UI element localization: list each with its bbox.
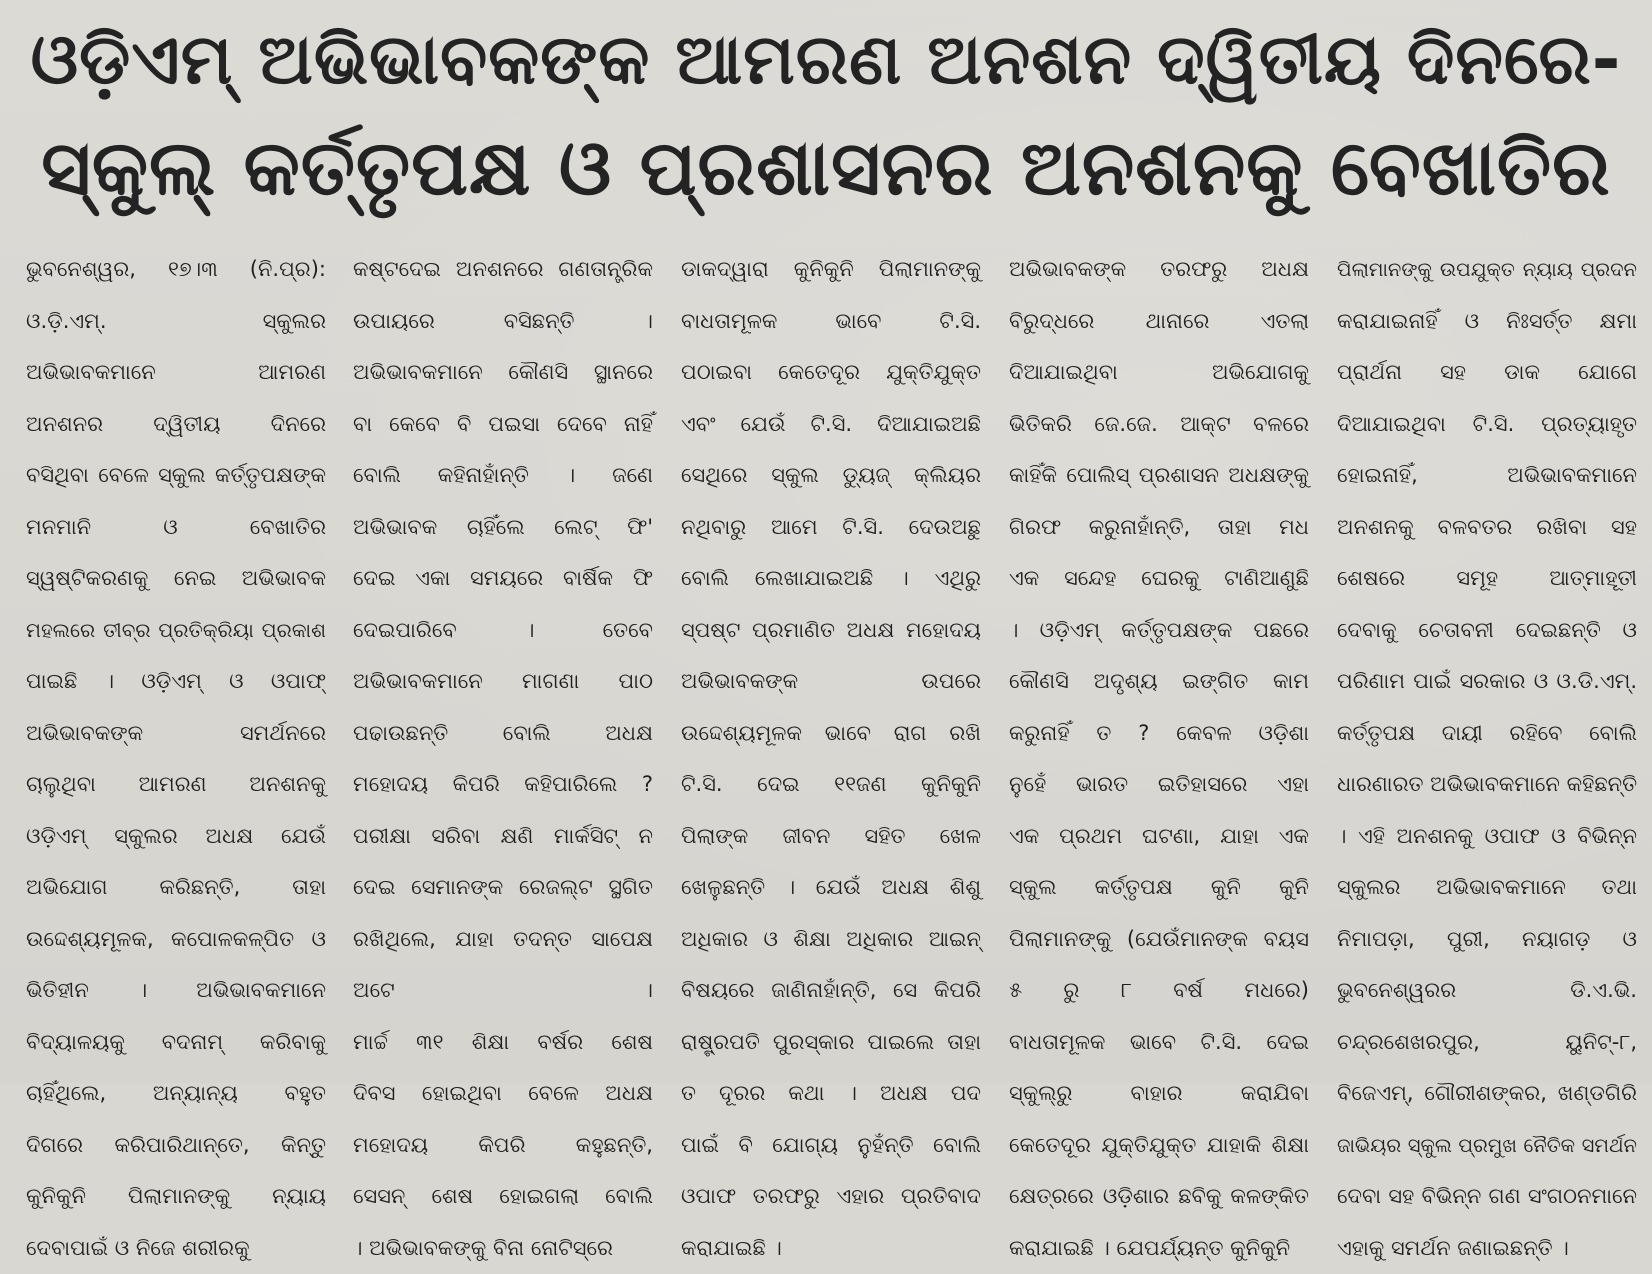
article-line: ଅଭିଭାବକମାନେ ମାଗଣା ପାଠ: [353, 656, 653, 708]
article-column-4: [1009, 244, 1309, 1074]
article-line: ପାଇଁ ବି ଯୋଗ୍ୟ ନୁହଁନ୍ତି ବୋଲି: [681, 1120, 981, 1172]
article-line: ପଢାଉଛନ୍ତି ବୋଲି ଅଧକ୍ଷ: [353, 708, 653, 760]
article-line: ବିରୁଦ୍ଧରେ ଥାନାରେ ଏତଲା: [1009, 296, 1309, 348]
article-line: କରାଯାଇଛି । ଯେପର୍ଯ୍ୟନ୍ତ କୁନିକୁନି: [1009, 1223, 1309, 1274]
article-line: ଚନ୍ଦ୍ରଶେଖରପୁର, ୟୁନିଟ୍-୮,: [1337, 1017, 1637, 1069]
article-line: ଚାହିଁଥିଲେ, ଅନ୍ୟାନ୍ୟ ବହୁତ: [26, 1068, 326, 1120]
article-line: ବାଧତାମୂଳକ ଭାବେ ଟି.ସି. ଦେଇ: [1009, 1017, 1309, 1069]
article-line: ରାଷ୍ଟ୍ରପତି ପୁରସ୍କାର ପାଇଲେ ତାହା: [681, 1017, 981, 1069]
article-line: କେତେଦୂର ଯୁକ୍ତିଯୁକ୍ତ ଯାହାକି ଶିକ୍ଷା: [1009, 1120, 1309, 1172]
article-line: ନଥିବାରୁ ଆମେ ଟି.ସି. ଦେଉଅଛୁ: [681, 502, 981, 554]
article-line: ଉଦ୍ଦେଶ୍ୟମୂଳକ ଭାବେ ରାଗ ରଖି: [681, 708, 981, 760]
article-line: ଅନଶନର ଦ୍ୱିତୀୟ ଦିନରେ: [26, 399, 326, 451]
article-line: ୫ ରୁ ୮ ବର୍ଷ ମଧରେ): [1009, 965, 1309, 1017]
article-line: ଓ.ଡ଼ି.ଏମ୍. ସ୍କୁଲର: [26, 296, 326, 348]
article-line: ମାର୍ଚ୍ଚ ୩୧ ଶିକ୍ଷା ବର୍ଷର ଶେଷ: [353, 1017, 653, 1069]
article-line: ଉପାୟରେ ବସିଛନ୍ତି ।: [353, 296, 653, 348]
headline-line-1: [0, 14, 1652, 106]
article-line: କରୁନାହିଁ ତ ? କେବଳ ଓଡ଼ିଶା: [1009, 708, 1309, 760]
article-line: ଏକ ପ୍ରଥମ ଘଟଣା, ଯାହା ଏକ: [1009, 811, 1309, 863]
article-line: ରଖିଥିଲେ, ଯାହା ତଦନ୍ତ ସାପେକ୍ଷ: [353, 914, 653, 966]
article-line: ଅଭିଭାବକମାନେ ଆମରଣ: [26, 347, 326, 399]
article-line: ମନମାନି ଓ ବେଖାତିର: [26, 502, 326, 554]
article-line: ଭୁବନେଶ୍ୱର, ୧୭।୩ (ନି.ପ୍ର):: [26, 244, 326, 296]
article-line: ମହୋଦୟ କିପରି କହୁଛନ୍ତି,: [353, 1120, 653, 1172]
article-line: ସେଥିରେ ସ୍କୁଲ ଡ୍ୟୁଜ୍ କ୍ଲିୟର: [681, 450, 981, 502]
article-line: ସ୍ପଷ୍ଟ ପ୍ରମାଣିତ ଅଧକ୍ଷ ମହୋଦୟ: [681, 605, 981, 657]
article-line: ଦେବାକୁ ଚେତାବନୀ ଦେଇଛନ୍ତି ଓ: [1337, 605, 1637, 657]
article-line: ଅଭିଯୋଗ କରିଛନ୍ତି, ତାହା: [26, 862, 326, 914]
article-column-2: [353, 244, 653, 1074]
article-line: ପାଇଛି । ଓଡ଼ିଏମ୍ ଓ ଓପାଫ୍: [26, 656, 326, 708]
article-line: କ୍ଷେତ୍ରରେ ଓଡ଼ିଶାର ଛବିକୁ କଳଙ୍କିତ: [1009, 1171, 1309, 1223]
article-line: ଅଟେ ।: [353, 965, 653, 1017]
article-line: ବିଦ୍ୟାଳୟକୁ ବଦନାମ୍ କରିବାକୁ: [26, 1017, 326, 1069]
article-line: ଶେଷରେ ସମୂହ ଆତ୍ମାହୂତୀ: [1337, 553, 1637, 605]
article-line: ଦିଗରେ କରିପାରିଥାନ୍ତେ, କିନ୍ତୁ: [26, 1120, 326, 1172]
article-line: କୁନିକୁନି ପିଲାମାନଙ୍କୁ ନ୍ୟାୟ: [26, 1171, 326, 1223]
article-line: ସ୍କୁଲ କର୍ତ୍ତୃପକ୍ଷ କୁନି କୁନି: [1009, 862, 1309, 914]
article-line: ଦେବାପାଇଁ ଓ ନିଜେ ଶରୀରକୁ: [26, 1223, 326, 1274]
article-line: କଷ୍ଟଦେଇ ଅନଶନରେ ଗଣତାନ୍ତ୍ରିକ: [353, 244, 653, 296]
headline-text: ଓଡ଼ିଏମ୍ ଅଭିଭାବକଙ୍କ ଆମରଣ ଅନଶନ ଦ୍ୱିତୀୟ ଦିନରେ-: [31, 20, 1622, 100]
headline-line-2: [0, 120, 1652, 216]
article-line: ବୋଲି କହିନାହାଁନ୍ତି । ଜଣେ: [353, 450, 653, 502]
article-line: ଚାଲୁଥିବା ଆମରଣ ଅନଶନକୁ: [26, 759, 326, 811]
article-line: ବା କେବେ ବି ପଇସା ଦେବେ ନାହିଁ: [353, 399, 653, 451]
headline-text: ସ୍କୁଲ୍ କର୍ତ୍ତୃପକ୍ଷ ଓ ପ୍ରଶାସନର ଅନଶନକୁ ବେଖାତିର: [41, 123, 1610, 212]
article-line: ଭୁବନେଶ୍ୱରର ଡି.ଏ.ଭି.: [1337, 965, 1637, 1017]
article-line: ଗିରଫ କରୁନାହାଁନ୍ତି, ତାହା ମଧ: [1009, 502, 1309, 554]
article-line: ପ୍ରାର୍ଥନା ସହ ଡାକ ଯୋଗେ: [1337, 347, 1637, 399]
article-line: ପଠାଇବା କେତେଦୂର ଯୁକ୍ତିଯୁକ୍ତ: [681, 347, 981, 399]
article-line: ଭିତିହୀନ । ଅଭିଭାବକମାନେ: [26, 965, 326, 1017]
article-line: ଧାରଣାରତ ଅଭିଭାବକମାନେ କହିଛନ୍ତି: [1337, 759, 1637, 811]
article-line: କାହିଁକି ପୋଲିସ୍ ପ୍ରଶାସନ ଅଧକ୍ଷଙ୍କୁ: [1009, 450, 1309, 502]
article-line: କରାଯାଇନାହିଁ ଓ ନିଃସର୍ତ୍ତ କ୍ଷମା: [1337, 296, 1637, 348]
article-line: କର୍ତ୍ତୃପକ୍ଷ ଦାୟୀ ରହିବେ ବୋଲି: [1337, 708, 1637, 760]
article-line: ଏକ ସନ୍ଦେହ ଘେରକୁ ଟାଣିଆଣୁଛି: [1009, 553, 1309, 605]
article-line: ତ ଦୂରର କଥା । ଅଧକ୍ଷ ପଦ: [681, 1068, 981, 1120]
article-line: ନୁହେଁ ଭାରତ ଇତିହାସରେ ଏହା: [1009, 759, 1309, 811]
article-line: ଦେଇପାରିବେ । ତେବେ: [353, 605, 653, 657]
article-column-5: [1337, 244, 1637, 1074]
article-line: ଅଧିକାର ଓ ଶିକ୍ଷା ଅଧିକାର ଆଇନ୍: [681, 914, 981, 966]
article-line: ହୋଇନାହିଁ, ଅଭିଭାବକମାନେ: [1337, 450, 1637, 502]
article-column-1: [26, 244, 326, 1074]
article-line: । ଏହି ଅନଶନକୁ ଓପାଫ ଓ ବିଭିନ୍ନ: [1337, 811, 1637, 863]
article-line: । ଓଡ଼ିଏମ୍ କର୍ତ୍ତୃପକ୍ଷଙ୍କ ପଛରେ: [1009, 605, 1309, 657]
article-line: ଟି.ସି. ଦେଇ ୧୧ଜଣ କୁନିକୁନି: [681, 759, 981, 811]
article-line: ଅଭିଭାବକମାନେ କୌଣସି ସ୍ଥାନରେ: [353, 347, 653, 399]
article-line: ପିଲାଙ୍କ ଜୀବନ ସହିତ ଖେଳ: [681, 811, 981, 863]
article-line: ଅଭିଭାବକ ଚାହିଁଲେ ଲେଟ୍ ଫି': [353, 502, 653, 554]
article-line: ଭିତିକରି ଜେ.ଜେ. ଆକ୍ଟ ବଳରେ: [1009, 399, 1309, 451]
article-line: ପିଲାମାନଙ୍କୁ (ଯେଉଁମାନଙ୍କ ବୟସ: [1009, 914, 1309, 966]
article-line: ଏହାକୁ ସମର୍ଥନ ଜଣାଇଛନ୍ତି ।: [1337, 1223, 1637, 1274]
article-line: ବସିଥିବା ବେଳେ ସ୍କୁଲ କର୍ତ୍ତୃପକ୍ଷଙ୍କ: [26, 450, 326, 502]
article-line: ମହୋଦୟ କିପରି କହିପାରିଲେ ?: [353, 759, 653, 811]
article-line: ଜାଭିୟର ସ୍କୁଲ ପ୍ରମୁଖ ନୈତିକ ସମର୍ଥନ: [1337, 1120, 1637, 1172]
article-line: ବାଧତାମୂଳକ ଭାବେ ଟି.ସି.: [681, 296, 981, 348]
article-line: ଖେଳୁଛନ୍ତି । ଯେଉଁ ଅଧକ୍ଷ ଶିଶୁ: [681, 862, 981, 914]
article-line: ଦେଇ ଏକା ସମୟରେ ବାର୍ଷିକ ଫି: [353, 553, 653, 605]
article-line: ଅଭିଭାବକଙ୍କ ସମର୍ଥନରେ: [26, 708, 326, 760]
article-line: ସ୍କୁଲର ଅଭିଭାବକମାନେ ତଥା: [1337, 862, 1637, 914]
article-line: ସ୍ୱଷ୍ଟିକରଣକୁ ନେଇ ଅଭିଭାବକ: [26, 553, 326, 605]
article-line: ଦେବା ସହ ବିଭିନ୍ନ ଗଣ ସଂଗଠନମାନେ: [1337, 1171, 1637, 1223]
article-line: ଦିଆଯାଇଥିବା ଟି.ସି. ପ୍ରତ୍ୟାହୃତ: [1337, 399, 1637, 451]
article-line: ଅନଶନକୁ ବଳବତର ରଖିବା ସହ: [1337, 502, 1637, 554]
article-line: ଡାକଦ୍ୱାରା କୁନିକୁନି ପିଲାମାନଙ୍କୁ: [681, 244, 981, 296]
article-line: ପରିଣାମ ପାଇଁ ସରକାର ଓ ଓ.ଡି.ଏମ୍.: [1337, 656, 1637, 708]
article-line: ଓପାଫ ତରଫରୁ ଏହାର ପ୍ରତିବାଦ: [681, 1171, 981, 1223]
article-line: ସ୍କୁଲ୍‌ରୁ ବାହାର କରାଯିବା: [1009, 1068, 1309, 1120]
article-line: ବୋଲି ଲେଖାଯାଇଅଛି । ଏଥିରୁ: [681, 553, 981, 605]
article-line: ପରୀକ୍ଷା ସରିବା କ୍ଷଣି ମାର୍କସିଟ୍ ନ: [353, 811, 653, 863]
article-body: [26, 244, 1638, 1074]
article-line: ନିମାପଡ଼ା, ପୁରୀ, ନୟାଗଡ଼ ଓ: [1337, 914, 1637, 966]
article-line: କରାଯାଇଛି ।: [681, 1223, 981, 1274]
article-line: ବିଷୟରେ ଜାଣିନାହାଁନ୍ତି, ସେ କିପରି: [681, 965, 981, 1017]
article-line: ଦେଇ ସେମାନଙ୍କ ରେଜଲ୍ଟ ସ୍ଥଗିତ: [353, 862, 653, 914]
article-line: ପିଲାମାନଙ୍କୁ ଉପଯୁକ୍ତ ନ୍ୟାୟ ପ୍ରଦନ: [1337, 244, 1637, 296]
article-line: ଉଦ୍ଦେଶ୍ୟମୂଳକ, କପୋଳକଳ୍ପିତ ଓ: [26, 914, 326, 966]
article-line: ଦିବସ ହୋଇଥିବା ବେଳେ ଅଧକ୍ଷ: [353, 1068, 653, 1120]
article-line: କୌଣସି ଅଦୃଶ୍ୟ ଇଙ୍ଗିତ କାମ: [1009, 656, 1309, 708]
article-line: ବିଜେଏମ୍, ଗୌରୀଶଙ୍କର, ଖଣ୍ଡଗିରି: [1337, 1068, 1637, 1120]
article-line: ଅଭିଭାବକଙ୍କ ତରଫରୁ ଅଧକ୍ଷ: [1009, 244, 1309, 296]
article-line: । ଅଭିଭାବକଙ୍କୁ ବିନା ନୋଟିସ୍‌ରେ: [353, 1223, 653, 1274]
article-line: ମହଲରେ ତୀବ୍ର ପ୍ରତିକ୍ରିୟା ପ୍ରକାଶ: [26, 605, 326, 657]
article-line: ଓଡ଼ିଏମ୍ ସ୍କୁଲର ଅଧକ୍ଷ ଯେଉଁ: [26, 811, 326, 863]
article-line: ଦିଆଯାଇଥିବା ଅଭିଯୋଗକୁ: [1009, 347, 1309, 399]
article-column-3: [681, 244, 981, 1074]
article-line: ଅଭିଭାବକଙ୍କ ଉପରେ: [681, 656, 981, 708]
article-line: ସେସନ୍ ଶେଷ ହୋଇଗଲା ବୋଲି: [353, 1171, 653, 1223]
article-line: ଏବଂ ଯେଉଁ ଟି.ସି. ଦିଆଯାଇଅଛି: [681, 399, 981, 451]
